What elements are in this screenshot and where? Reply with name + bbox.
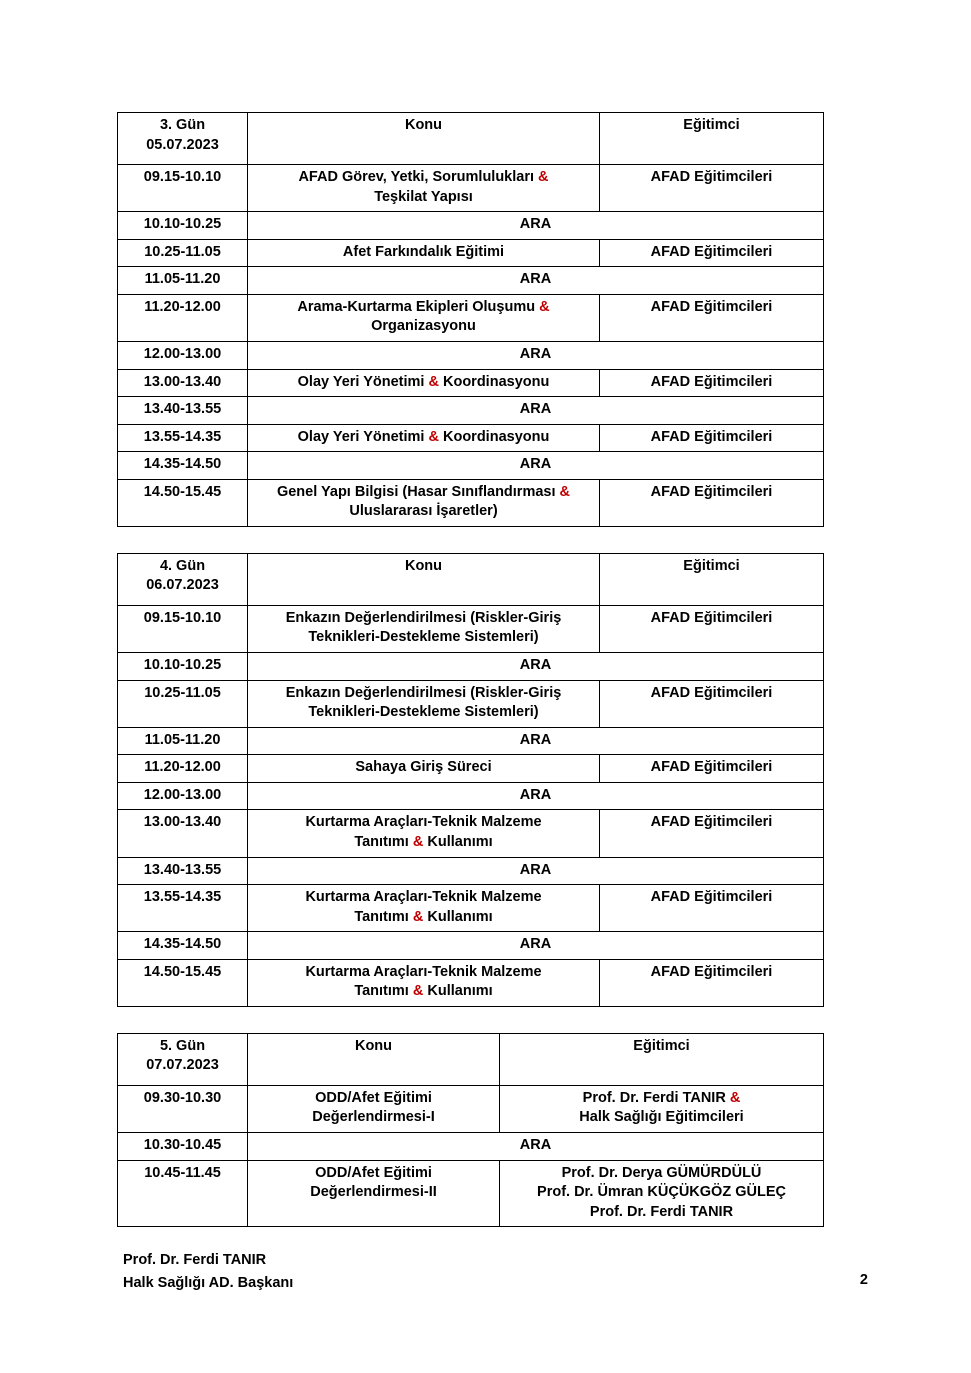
break-label: ARA <box>248 857 824 885</box>
table-header-row <box>118 113 824 165</box>
topic-text-line1: Olay Yeri Yönetimi <box>297 373 429 390</box>
time-cell: 12.00-13.00 <box>118 341 248 369</box>
table-row <box>118 755 824 783</box>
ampersand-accent: & <box>428 428 439 445</box>
ampersand-accent: & <box>428 373 439 390</box>
signature-name: Prof. Dr. Ferdi TANIR <box>123 1252 267 1269</box>
table-row <box>118 369 824 397</box>
topic-text-line2-post: Kullanımı <box>423 833 493 850</box>
day-header-cell <box>118 113 248 165</box>
topic-text-line2: Değerlendirmesi-II <box>310 1184 437 1201</box>
topic-text-line2: Değerlendirmesi-I <box>312 1109 435 1126</box>
table-row <box>118 680 824 727</box>
time-cell: 13.40-13.55 <box>118 397 248 425</box>
topic-text-line2-pre: Tanıtımı <box>354 983 413 1000</box>
break-row <box>118 267 824 295</box>
topic-text-line2: Teşkilat Yapısı <box>374 188 473 205</box>
topic-text-line2: Uluslararası İşaretler) <box>349 503 498 520</box>
trainer-text-line3: Prof. Dr. Ferdi TANIR <box>589 1203 734 1220</box>
topic-cell <box>248 424 600 452</box>
break-row <box>118 857 824 885</box>
topic-text-line1: AFAD Görev, Yetki, Sorumlulukları <box>298 169 539 185</box>
break-label: ARA <box>248 397 824 425</box>
time-cell: 09.15-10.10 <box>118 605 248 652</box>
break-row <box>118 653 824 681</box>
break-label: ARA <box>248 212 824 240</box>
topic-cell <box>248 959 600 1006</box>
table-row <box>118 424 824 452</box>
schedule-table-day3 <box>117 112 824 527</box>
trainer-text-line1: Prof. Dr. Ferdi TANIR <box>582 1089 730 1106</box>
trainer-cell: AFAD Eğitimcileri <box>600 959 824 1006</box>
topic-cell <box>248 369 600 397</box>
ampersand-accent: & <box>539 298 550 315</box>
time-cell: 13.55-14.35 <box>118 424 248 452</box>
table-row <box>118 885 824 932</box>
table-row <box>118 479 824 526</box>
time-cell: 10.10-10.25 <box>118 653 248 681</box>
break-row <box>118 212 824 240</box>
break-label: ARA <box>248 452 824 480</box>
time-cell: 09.15-10.10 <box>118 165 248 212</box>
table-row <box>118 239 824 267</box>
signature-title: Halk Sağlığı AD. Başkanı <box>123 1274 294 1291</box>
trainer-header-cell: Eğitimci <box>500 1033 824 1085</box>
topic-cell: Afet Farkındalık Eğitimi <box>248 239 600 267</box>
trainer-cell: AFAD Eğitimcileri <box>600 369 824 397</box>
topic-cell <box>248 479 600 526</box>
trainer-cell: AFAD Eğitimcileri <box>600 424 824 452</box>
topic-text-line1: ODD/Afet Eğitimi <box>315 1089 432 1106</box>
topic-text-line2: Teknikleri-Destekleme Sistemleri) <box>308 704 539 721</box>
topic-text-line1: Kurtarma Araçları-Teknik Malzeme <box>305 963 542 980</box>
day-label: 4. Gün <box>159 557 206 574</box>
break-label: ARA <box>248 932 824 960</box>
time-cell: 11.20-12.00 <box>118 755 248 783</box>
topic-text-line1: Enkazın Değerlendirilmesi (Riskler-Giriş <box>285 609 562 626</box>
trainer-cell: AFAD Eğitimcileri <box>600 680 824 727</box>
topic-text-line1: Genel Yapı Bilgisi (Hasar Sınıflandırması <box>276 483 560 500</box>
topic-header-cell: Konu <box>248 113 600 165</box>
topic-text-line2-post: Kullanımı <box>423 983 493 1000</box>
ampersand-accent: & <box>538 169 549 185</box>
time-cell: 11.05-11.20 <box>118 727 248 755</box>
ampersand-accent: & <box>412 908 424 925</box>
break-label: ARA <box>248 782 824 810</box>
trainer-cell <box>500 1085 824 1132</box>
trainer-cell: AFAD Eğitimcileri <box>600 294 824 341</box>
page-number: 2 <box>859 1272 868 1288</box>
trainer-cell: AFAD Eğitimcileri <box>600 885 824 932</box>
break-row <box>118 341 824 369</box>
table-row <box>118 294 824 341</box>
day-date: 07.07.2023 <box>146 1057 219 1074</box>
break-row <box>118 1133 824 1161</box>
time-cell: 14.35-14.50 <box>118 932 248 960</box>
break-label: ARA <box>248 653 824 681</box>
trainer-cell: AFAD Eğitimcileri <box>600 755 824 783</box>
table-row <box>118 605 824 652</box>
topic-text-line1: Enkazın Değerlendirilmesi (Riskler-Giriş <box>285 684 562 701</box>
time-cell: 10.45-11.45 <box>118 1160 248 1227</box>
table-spacer <box>117 527 827 553</box>
time-cell: 14.50-15.45 <box>118 479 248 526</box>
topic-cell <box>248 165 600 212</box>
day-label: 5. Gün <box>159 1037 206 1054</box>
break-row <box>118 397 824 425</box>
topic-text-line1: Kurtarma Araçları-Teknik Malzeme <box>305 814 542 831</box>
topic-cell <box>248 810 600 857</box>
ampersand-accent: & <box>729 1089 741 1106</box>
table-row <box>118 1085 824 1132</box>
trainer-text-line2: Prof. Dr. Ümran KÜÇÜKGÖZ GÜLEÇ <box>537 1184 786 1201</box>
table-row <box>118 959 824 1006</box>
table-row <box>118 165 824 212</box>
topic-header-cell: Konu <box>248 553 600 605</box>
topic-text-line2: Organizasyonu <box>371 318 476 335</box>
break-row <box>118 932 824 960</box>
trainer-cell: AFAD Eğitimcileri <box>600 165 824 212</box>
time-cell: 14.35-14.50 <box>118 452 248 480</box>
time-cell: 10.25-11.05 <box>118 239 248 267</box>
day-header-cell <box>118 1033 248 1085</box>
trainer-header-cell: Eğitimci <box>600 113 824 165</box>
table-header-row <box>118 1033 824 1085</box>
topic-cell <box>248 1085 500 1132</box>
topic-cell: Sahaya Giriş Süreci <box>248 755 600 783</box>
time-cell: 13.00-13.40 <box>118 369 248 397</box>
time-cell: 13.00-13.40 <box>118 810 248 857</box>
document-content <box>117 112 827 1294</box>
break-label: ARA <box>248 341 824 369</box>
trainer-cell <box>500 1160 824 1227</box>
time-cell: 11.05-11.20 <box>118 267 248 295</box>
ampersand-accent: & <box>412 833 424 850</box>
topic-header-cell: Konu <box>248 1033 500 1085</box>
topic-text-line2-post: Kullanımı <box>423 908 493 925</box>
table-row <box>118 810 824 857</box>
topic-text-line2-pre: Tanıtımı <box>354 833 413 850</box>
day-header-cell <box>118 553 248 605</box>
ampersand-accent: & <box>412 983 424 1000</box>
topic-text-line1: ODD/Afet Eğitimi <box>315 1164 432 1181</box>
day-date: 06.07.2023 <box>146 577 219 594</box>
break-label: ARA <box>248 1133 824 1161</box>
trainer-cell: AFAD Eğitimcileri <box>600 605 824 652</box>
time-cell: 14.50-15.45 <box>118 959 248 1006</box>
topic-text-line1: Olay Yeri Yönetimi <box>297 428 429 445</box>
trainer-cell: AFAD Eğitimcileri <box>600 479 824 526</box>
break-label: ARA <box>248 727 824 755</box>
time-cell: 13.40-13.55 <box>118 857 248 885</box>
time-cell: 12.00-13.00 <box>118 782 248 810</box>
trainer-cell: AFAD Eğitimcileri <box>600 810 824 857</box>
day-date: 05.07.2023 <box>146 136 219 153</box>
topic-text-line2: Koordinasyonu <box>438 428 550 445</box>
break-label: ARA <box>248 267 824 295</box>
break-row <box>118 727 824 755</box>
topic-text-line2: Koordinasyonu <box>438 373 550 390</box>
topic-cell <box>248 1160 500 1227</box>
trainer-text-line1: Prof. Dr. Derya GÜMÜRDÜLÜ <box>561 1164 762 1181</box>
trainer-cell: AFAD Eğitimcileri <box>600 239 824 267</box>
table-header-row <box>118 553 824 605</box>
topic-cell <box>248 605 600 652</box>
table-spacer <box>117 1007 827 1033</box>
schedule-table-day5 <box>117 1033 824 1227</box>
trainer-header-cell: Eğitimci <box>600 553 824 605</box>
time-cell: 13.55-14.35 <box>118 885 248 932</box>
time-cell: 11.20-12.00 <box>118 294 248 341</box>
trainer-text-line2: Halk Sağlığı Eğitimcileri <box>579 1109 744 1126</box>
topic-cell <box>248 294 600 341</box>
time-cell: 10.25-11.05 <box>118 680 248 727</box>
topic-text-line1: Kurtarma Araçları-Teknik Malzeme <box>305 889 542 906</box>
ampersand-accent: & <box>559 483 571 500</box>
topic-text-line1: Arama-Kurtarma Ekipleri Oluşumu <box>297 298 540 315</box>
time-cell: 09.30-10.30 <box>118 1085 248 1132</box>
schedule-table-day4 <box>117 553 824 1007</box>
topic-cell <box>248 680 600 727</box>
topic-text-line2: Teknikleri-Destekleme Sistemleri) <box>308 629 539 646</box>
signature-block <box>123 1249 827 1294</box>
time-cell: 10.30-10.45 <box>118 1133 248 1161</box>
topic-cell <box>248 885 600 932</box>
day-label: 3. Gün <box>159 117 206 133</box>
break-row <box>118 782 824 810</box>
break-row <box>118 452 824 480</box>
table-row <box>118 1160 824 1227</box>
topic-text-line2-pre: Tanıtımı <box>354 908 413 925</box>
time-cell: 10.10-10.25 <box>118 212 248 240</box>
